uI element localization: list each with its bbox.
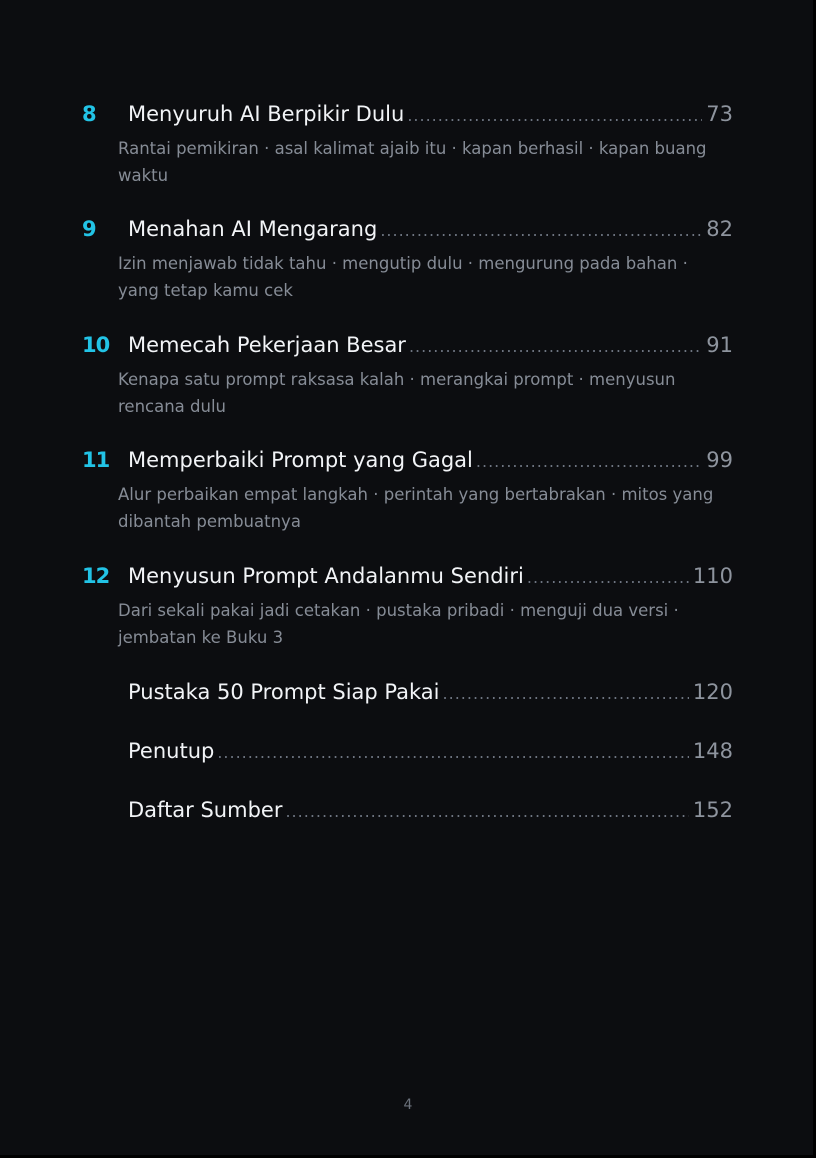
chapter-page-number: 110 — [692, 564, 733, 588]
chapter-page-number: 91 — [706, 333, 733, 357]
dot-leader — [443, 680, 689, 708]
chapter-number: 9 — [82, 217, 96, 241]
chapter-title: Menyusun Prompt Andalanmu Sendiri — [128, 564, 524, 588]
chapter-title: Memecah Pekerjaan Besar — [128, 333, 406, 357]
toc-entry-line — [128, 796, 733, 824]
chapter-page-number: 99 — [706, 448, 733, 472]
chapter-description: Dari sekali pakai jadi cetakan · pustaka pribadi · menguji dua versi · jembatan ke Buku 3 — [118, 601, 679, 647]
chapter-description: Alur perbaikan empat langkah · perintah yang bertabrakan · mitos yang dibantah pembuatnya — [118, 485, 714, 531]
dot-leader — [285, 798, 688, 826]
chapter-number: 11 — [82, 448, 110, 472]
page-number: 4 — [403, 1097, 413, 1113]
dot-leader — [527, 564, 689, 592]
chapter-title: Memperbaiki Prompt yang Gagal — [128, 448, 473, 472]
chapter-number: 12 — [82, 564, 110, 588]
toc-entry-line — [128, 446, 733, 474]
chapter-number: 10 — [82, 333, 110, 357]
extra-title: Pustaka 50 Prompt Siap Pakai — [128, 680, 440, 704]
dot-leader — [380, 217, 702, 245]
toc-entry-line — [128, 331, 733, 359]
extra-page-number: 152 — [692, 798, 733, 822]
toc-entry-line — [128, 100, 733, 128]
toc-entry-line — [128, 678, 733, 706]
chapter-title: Menyuruh AI Berpikir Dulu — [128, 102, 405, 126]
extra-title: Penutup — [128, 739, 215, 763]
dot-leader — [407, 102, 702, 130]
dot-leader — [409, 333, 702, 361]
chapter-description: Izin menjawab tidak tahu · mengutip dulu · mengurung pada bahan · yang tetap kamu cek — [118, 254, 688, 300]
chapter-description: Kenapa satu prompt raksasa kalah · merangkai prompt · menyusun rencana dulu — [118, 370, 676, 416]
chapter-title: Menahan AI Mengarang — [128, 217, 378, 241]
toc-entry-line — [128, 562, 733, 590]
toc-entry-line — [128, 215, 733, 243]
chapter-page-number: 73 — [706, 102, 733, 126]
dot-leader — [476, 448, 702, 476]
toc-entry-line — [128, 737, 733, 765]
chapter-number: 8 — [82, 102, 96, 126]
extra-page-number: 148 — [692, 739, 733, 763]
extra-title: Daftar Sumber — [128, 798, 283, 822]
chapter-description: Rantai pemikiran · asal kalimat ajaib itu · kapan berhasil · kapan buang waktu — [118, 139, 707, 185]
chapter-page-number: 82 — [706, 217, 733, 241]
extra-page-number: 120 — [692, 680, 733, 704]
dot-leader — [217, 739, 689, 767]
